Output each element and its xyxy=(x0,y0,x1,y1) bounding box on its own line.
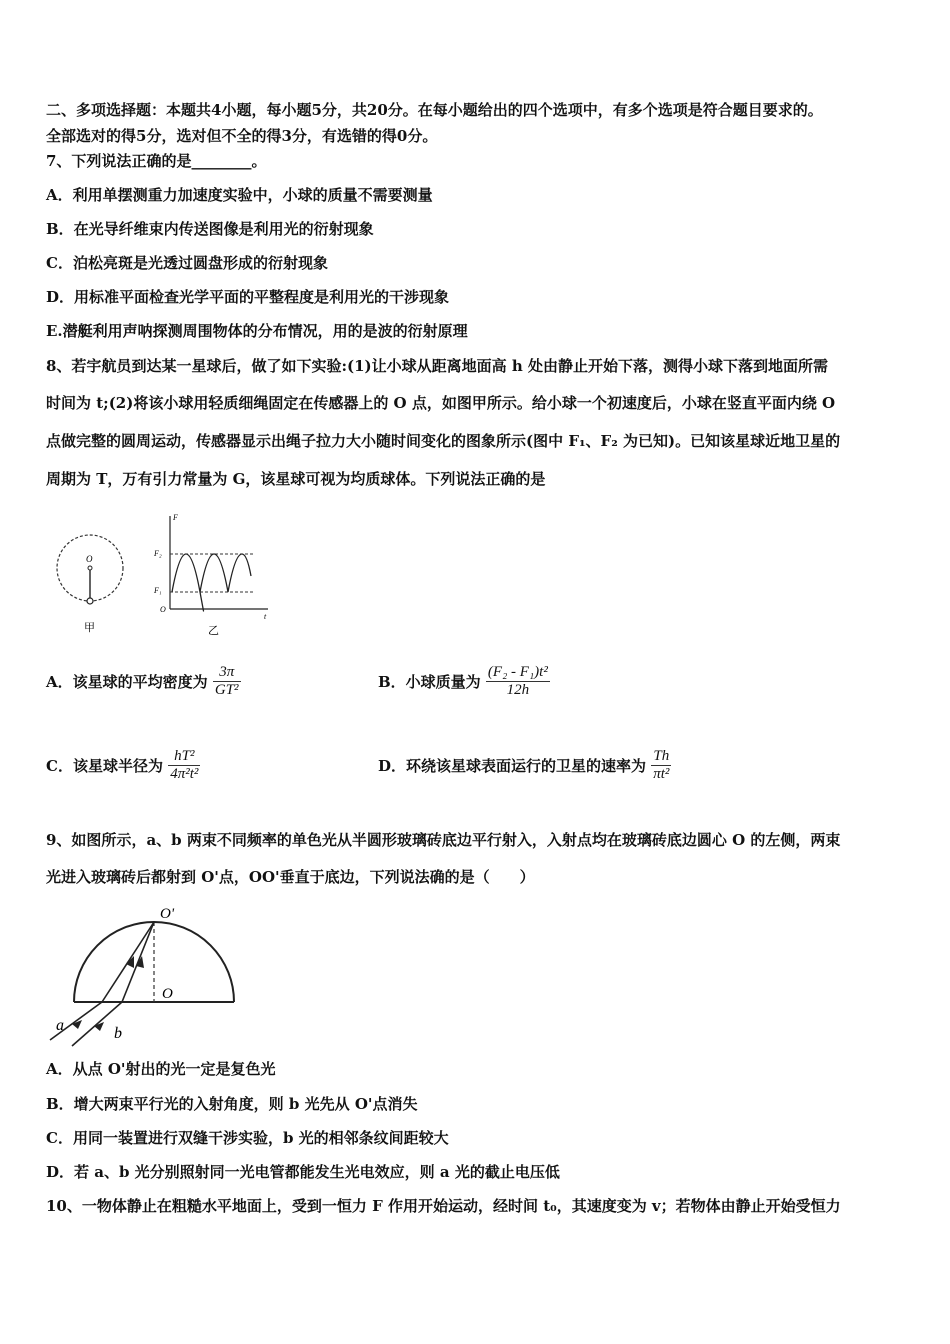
q8-option-a-text: A．该星球的平均密度为 xyxy=(46,673,208,691)
q9-label-a: a xyxy=(56,1017,64,1034)
q9-figure xyxy=(42,898,242,1048)
q8-center-dot xyxy=(88,566,92,570)
q10-stem: 10、一物体静止在粗糙水平地面上，受到一恒力 F 作用开始运动，经时间 t₀，其速度变为 v；若物体由静止开始受恒力 xyxy=(46,1197,841,1215)
q9-label-o: O xyxy=(162,986,173,1002)
q8-option-b xyxy=(378,664,550,699)
q7-stem: 7、下列说法正确的是________。 xyxy=(46,152,267,170)
q8-point-o: O xyxy=(86,554,93,564)
q8-f2-label: F₂ xyxy=(154,549,162,558)
section-heading-line2: 全部选对的得5分，选对但不全的得3分，有选错的得0分。 xyxy=(46,127,438,145)
q7-option-d: D．用标准平面检查光学平面的平整程度是利用光的干涉现象 xyxy=(46,288,450,306)
section-heading-line1: 二、多项选择题：本题共4小题，每小题5分，共20分。在每小题给出的四个选项中，有多个选项是符合题目要求的。 xyxy=(46,101,823,119)
q8-option-d-num: Th xyxy=(651,748,671,766)
q8-force-wave xyxy=(172,554,251,611)
q8-option-b-fraction xyxy=(486,664,550,699)
q9-stem-line2: 光进入玻璃砖后都射到 O'点，OO'垂直于底边，下列说法确的是（ ） xyxy=(46,868,535,886)
q8-option-a-fraction xyxy=(213,664,241,699)
q9-option-a: A．从点 O'射出的光一定是复色光 xyxy=(46,1060,276,1078)
q8-axis-t-label: t xyxy=(264,612,267,621)
q9-option-b: B．增大两束平行光的入射角度，则 b 光先从 O'点消失 xyxy=(46,1095,418,1113)
q8-stem-line3: 点做完整的圆周运动，传感器显示出绳子拉力大小随时间变化的图象所示(图中 F₁、F₂ 为已知)。已知该星球近地卫星的 xyxy=(46,432,841,450)
q9-semicircle xyxy=(74,922,234,1002)
q8-option-d xyxy=(378,748,671,783)
q8-option-b-text: B．小球质量为 xyxy=(378,673,481,691)
q8-option-d-den: πt² xyxy=(653,766,670,782)
q9-arrow-b-outside xyxy=(94,1022,104,1031)
q7-option-a: A．利用单摆测重力加速度实验中，小球的质量不需要测量 xyxy=(46,186,433,204)
q9-option-d: D．若 a、b 光分别照射同一光电管都能发生光电效应，则 a 光的截止电压低 xyxy=(46,1163,560,1181)
q8-stem-line2: 时间为 t;(2)将该小球用轻质细绳固定在传感器上的 O 点，如图甲所示。给小球一个初速度后，小球在竖直平面内绕 O xyxy=(46,394,836,412)
q7-option-b: B．在光导纤维束内传送图像是利用光的衍射现象 xyxy=(46,220,374,238)
q8-label-yi: 乙 xyxy=(208,624,219,637)
q9-option-c: C．用同一装置进行双缝干涉实验，b 光的相邻条纹间距较大 xyxy=(46,1129,449,1147)
q8-option-a-num: 3π xyxy=(213,664,241,682)
q8-stem-line1: 8、若宇航员到达某一星球后，做了如下实验:(1)让小球从距离地面高 h 处由静止开始下落，测得小球下落到地面所需 xyxy=(46,357,828,375)
q7-option-e: E.潜艇利用声呐探测周围物体的分布情况，用的是波的衍射原理 xyxy=(46,322,468,340)
q9-stem-line1: 9、如图所示，a、b 两束不同频率的单色光从半圆形玻璃砖底边平行射入，入射点均在玻璃砖底边圆心 O 的左侧，两束 xyxy=(46,831,841,849)
q8-option-c-num: hT² xyxy=(168,748,200,766)
q9-label-b: b xyxy=(114,1025,122,1042)
q8-origin: O xyxy=(160,605,166,614)
q8-f1-label: F₁ xyxy=(154,586,162,595)
q9-ray-b-inside xyxy=(122,922,154,1002)
q8-label-jia: 甲 xyxy=(84,621,95,634)
q7-option-c: C．泊松亮斑是光透过圆盘形成的衍射现象 xyxy=(46,254,328,272)
q8-stem-line4: 周期为 T，万有引力常量为 G，该星球可视为均质球体。下列说法正确的是 xyxy=(46,470,546,488)
q8-option-c-text: C．该星球半径为 xyxy=(46,757,163,775)
q8-ball xyxy=(87,598,93,604)
q8-option-a-den: GT² xyxy=(214,682,239,698)
q8-option-c-fraction xyxy=(168,748,200,783)
q8-option-a xyxy=(46,664,241,699)
q8-option-d-fraction xyxy=(651,748,671,783)
q9-arrow-a-outside xyxy=(72,1020,82,1029)
q8-option-b-num: (F₂ - F₁)t² xyxy=(487,664,548,680)
q8-option-c xyxy=(46,748,200,783)
q8-option-b-den: 12h xyxy=(506,682,530,698)
q9-label-o-prime: O' xyxy=(160,906,175,922)
q8-axis-f-label: F xyxy=(173,513,178,522)
q8-option-d-text: D．环绕该星球表面运行的卫星的速率为 xyxy=(378,757,647,775)
q8-figure xyxy=(46,506,286,641)
q8-option-c-den: 4π²t² xyxy=(170,766,199,782)
